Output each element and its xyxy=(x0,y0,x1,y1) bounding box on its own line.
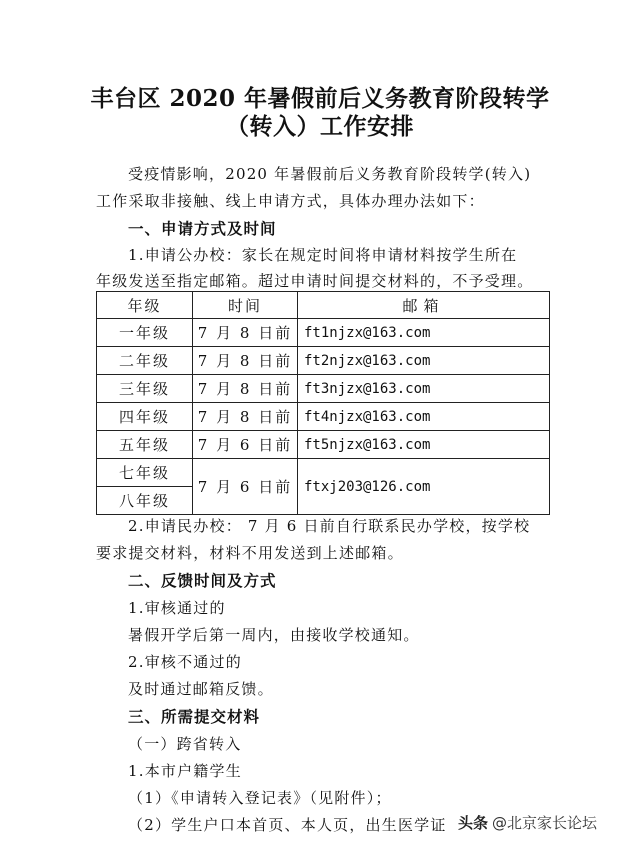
watermark-logo: 头条 xyxy=(458,813,489,832)
intro-line2: 工作采取非接触、线上申请方式，具体办理办法如下： xyxy=(96,192,485,210)
s3-item1-b: （2）学生户口本首页、本人页，出生医学证 xyxy=(128,816,447,834)
header-grade: 年级 xyxy=(97,292,193,319)
s1-item2-line2: 要求提交材料，材料不用发送到上述邮箱。 xyxy=(96,544,404,562)
s1-item1-line1: 1.申请公办校：家长在规定时间将申请材料按学生所在 xyxy=(128,246,518,264)
grade-cell: 一年级 xyxy=(97,319,193,347)
table-row xyxy=(97,319,550,347)
time-cell: 7 月 8 日前 xyxy=(193,319,298,347)
grade-cell: 二年级 xyxy=(97,347,193,375)
grade-cell: 五年级 xyxy=(97,431,193,459)
section1-heading: 一、申请方式及时间 xyxy=(128,220,277,238)
table-row xyxy=(97,459,550,487)
grade-cell: 四年级 xyxy=(97,403,193,431)
section2-heading: 二、反馈时间及方式 xyxy=(128,572,277,590)
header-email: 邮箱 xyxy=(298,292,550,319)
section3-heading: 三、所需提交材料 xyxy=(128,708,261,726)
table-row xyxy=(97,375,550,403)
s2-item1-detail: 暑假开学后第一周内，由接收学校通知。 xyxy=(128,626,420,644)
s3-item1-a: （1）《申请转入登记表》（见附件）； xyxy=(128,789,392,807)
email-table xyxy=(96,291,550,515)
table-header-row xyxy=(97,292,550,319)
s3-item1: 1.本市户籍学生 xyxy=(128,762,242,780)
grade-cell: 七年级 xyxy=(97,459,193,487)
s2-item2-detail: 及时通过邮箱反馈。 xyxy=(128,680,274,698)
s3-subheading: （一）跨省转入 xyxy=(128,735,242,753)
time-cell: 7 月 8 日前 xyxy=(193,347,298,375)
email-cell: ft2njzx@163.com xyxy=(298,347,550,375)
s1-item2-line1: 2.申请民办校： 7 月 6 日前自行联系民办学校，按学校 xyxy=(128,517,531,535)
email-cell-merged: ftxj203@126.com xyxy=(298,459,550,515)
grade-cell: 八年级 xyxy=(97,487,193,515)
document-title-line2: （转入）工作安排 xyxy=(226,113,414,140)
s1-item1-line2: 年级发送至指定邮箱。超过申请时间提交材料的，不予受理。 xyxy=(96,272,534,290)
time-cell: 7 月 6 日前 xyxy=(193,431,298,459)
document-title-line1: 丰台区 2020 年暑假前后义务教育阶段转学 xyxy=(90,85,550,112)
time-cell: 7 月 8 日前 xyxy=(193,403,298,431)
email-cell: ft5njzx@163.com xyxy=(298,431,550,459)
grade-cell: 三年级 xyxy=(97,375,193,403)
header-time: 时间 xyxy=(193,292,298,319)
s2-item2: 2.审核不通过的 xyxy=(128,653,242,671)
table-row xyxy=(97,347,550,375)
email-cell: ft1njzx@163.com xyxy=(298,319,550,347)
time-cell-merged: 7 月 6 日前 xyxy=(193,459,298,515)
table-row xyxy=(97,403,550,431)
email-cell: ft3njzx@163.com xyxy=(298,375,550,403)
time-cell: 7 月 8 日前 xyxy=(193,375,298,403)
s2-item1: 1.审核通过的 xyxy=(128,599,226,617)
table-row xyxy=(97,431,550,459)
watermark-text: @北京家长论坛 xyxy=(492,813,598,832)
watermark xyxy=(458,807,634,837)
email-cell: ft4njzx@163.com xyxy=(298,403,550,431)
intro-line1: 受疫情影响，2020 年暑假前后义务教育阶段转学(转入) xyxy=(128,165,532,183)
